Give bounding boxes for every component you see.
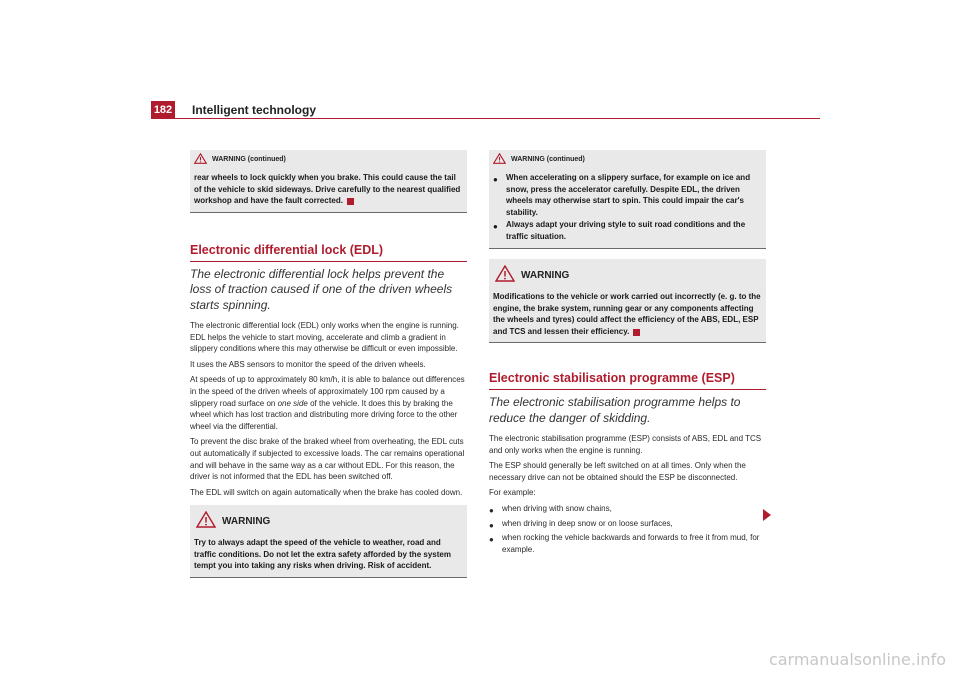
warning-bullet: ● When accelerating on a slippery surface, for example on ice and snow, press the accelerator carefully. Despite EDL, the driven wheels may otherwise start to spin. This could impair the car's stability. [493, 173, 751, 217]
bullet-icon: ● [493, 222, 498, 231]
warning-triangle-icon [196, 511, 216, 531]
page-number: 182 [151, 101, 175, 119]
warning-text: Modifications to the vehicle or work carried out incorrectly (e. g. to the engine, the brake system, running gear or any components affecting the wheels and tyres) could affect the efficiency of the ABS, EDL, ESP and TCS and lessen their efficiency. [493, 292, 761, 336]
edl-paragraph: To prevent the disc brake of the braked wheel from overheating, the EDL cuts out automatically if subjected to excessive loads. The car remains operational and will behave in the same way as a car without EDL. For this reason, the driver is not informed that the EDL has been switched off. [190, 437, 465, 482]
running-title: Intelligent technology [192, 103, 317, 117]
warning-text: Try to always adapt the speed of the vehicle to weather, road and traffic conditions. Do not let the extra safety afforded by the system tempt you into taking any risks when driving. Risk of accident. [194, 538, 451, 571]
esp-paragraph: For example: [489, 488, 536, 498]
section-subtitle-esp: The electronic stabilisation programme helps to reduce the danger of skidding. [489, 395, 741, 425]
warning-continued-label: WARNING (continued) [511, 156, 585, 163]
right-column [489, 150, 766, 558]
warning-continued-box [190, 150, 467, 213]
section-title-edl: Electronic differential lock (EDL) [190, 243, 467, 262]
warning-bullet: ● Always adapt your driving style to suit road conditions and the traffic situation. [493, 220, 746, 241]
edl-paragraph: It uses the ABS sensors to monitor the speed of the driven wheels. [190, 359, 426, 369]
warning-continued-label: WARNING (continued) [212, 156, 286, 163]
edl-body [190, 320, 467, 498]
warning-continued-header [194, 153, 463, 166]
edl-paragraph: The electronic differential lock (EDL) only works when the engine is running. EDL helps the vehicle to start moving, accelerate and climb a gradient in slippery conditions where this may otherwise be difficult or even impossible. [190, 321, 459, 354]
edl-paragraph: At speeds of up to approximately 80 km/h, it is able to balance out differences in the speed of the driven wheels of approximately 100 rpm caused by a slippery road surface on one side of the vehicle. It does this by braking the wheel which has lost traction and distributing more driving force to the other wheel via the differential. [190, 375, 465, 431]
section-title-esp: Electronic stabilisation programme (ESP) [489, 371, 766, 390]
warning-label: WARNING [222, 515, 271, 527]
edl-paragraph: The EDL will switch on again automatically when the brake has cooled down. [190, 487, 463, 497]
header-rule [175, 118, 820, 119]
warning-triangle-icon [194, 153, 207, 166]
warning-header [495, 265, 762, 285]
warning-label: WARNING [521, 269, 570, 281]
section-end-icon [633, 328, 640, 335]
section-subtitle-edl: The electronic differential lock helps prevent the loss of traction caused if one of the driven wheels starts spinning. [190, 266, 453, 312]
warning-header [196, 511, 463, 531]
esp-bullet: ● when driving with snow chains, [489, 503, 612, 515]
bullet-icon: ● [489, 505, 494, 515]
esp-paragraph: The electronic stabilisation programme (ESP) consists of ABS, EDL and TCS and only works when the engine is running. [489, 434, 762, 455]
bullet-icon: ● [493, 175, 498, 184]
warning-box-edl [190, 505, 467, 578]
warning-continued-header [493, 153, 762, 166]
bullet-icon: ● [489, 520, 494, 530]
warning-box-modifications [489, 259, 766, 343]
footer-watermark: carmanualsonline.info [768, 650, 946, 669]
esp-bullet: ● when driving in deep snow or on loose surfaces, [489, 518, 673, 530]
warning-triangle-icon [493, 153, 506, 166]
emphasis-text: one side [277, 398, 308, 408]
esp-bullet: ● when rocking the vehicle backwards and forwards to free it from mud, for example. [489, 533, 760, 554]
left-column [190, 150, 467, 578]
section-end-icon [347, 197, 354, 204]
warning-continued-text: rear wheels to lock quickly when you brake. This could cause the tail of the vehicle to skid sideways. Drive carefully to the nearest qualified workshop and have the fault corrected. [194, 173, 461, 205]
esp-paragraph: The ESP should generally be left switched on at all times. Only when the necessary drive can not be obtained should the ESP be disconnected. [489, 461, 746, 482]
esp-body [489, 433, 766, 555]
warning-triangle-icon [495, 265, 515, 285]
continue-arrow-icon [763, 509, 771, 521]
bullet-icon: ● [489, 535, 494, 545]
warning-continued-box [489, 150, 766, 249]
